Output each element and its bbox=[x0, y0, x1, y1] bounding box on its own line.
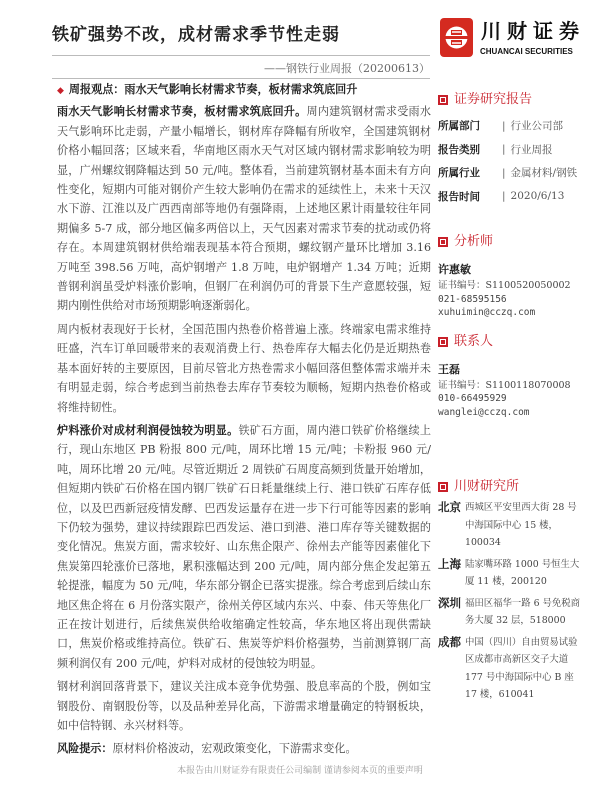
office-city: 上海 bbox=[438, 556, 461, 571]
paragraph-text: 钢材利润回落背景下，建议关注成本竞争优势强、股息率高的个股，例如宝钢股份、南钢股份等，以及品种差异化高，下游需求增量确定的特钢板块，如中信特钢、永兴材料等。 bbox=[57, 680, 431, 732]
paragraph bbox=[57, 677, 431, 735]
office-address: 陆家嘴环路 1000 号恒生大厦 11 楼，200120 bbox=[465, 558, 580, 587]
footer-disclaimer: 本报告由川财证券有限责任公司编制 谨请参阅本页的重要声明 bbox=[177, 765, 423, 776]
paragraph-lead: 雨水天气影响长材需求节奏，板材需求筑底回升。 bbox=[57, 105, 307, 119]
section-header bbox=[438, 92, 598, 108]
info-label: 所属部门 bbox=[438, 120, 480, 133]
separator: | bbox=[502, 166, 506, 179]
paragraph bbox=[57, 421, 431, 673]
contact-phone: 010-66495929 bbox=[438, 393, 507, 404]
separator: | bbox=[502, 143, 506, 156]
logo-text-cn: 川财证券 bbox=[481, 19, 585, 43]
analyst-name: 许惠敏 bbox=[438, 263, 471, 276]
section-icon bbox=[438, 482, 448, 492]
section-title: 分析师 bbox=[454, 234, 494, 249]
office-address: 福田区福华一路 6 号免税商务大厦 32 层，518000 bbox=[465, 597, 581, 626]
paragraph-text: 周内板材表现好于长材，全国范围内热卷价格普遍上涨。终端家电需求维持旺盛，汽车订单回暖带来的表观消费上行、热卷库存大幅去化仍是近期热卷基本面好转的主要原因，目前尽管北方热卷需求小幅回落但整体需求端并未有明显走弱，综合考虑到当前热卷去库存节奏较为顺畅，短期内热卷价格或将维持韧性。 bbox=[57, 322, 431, 414]
contact-email[interactable]: wanglei@cczq.com bbox=[438, 406, 530, 418]
risk-label: 风险提示： bbox=[57, 742, 113, 756]
section-icon bbox=[438, 337, 448, 347]
contact-card bbox=[438, 362, 598, 420]
paragraph bbox=[57, 102, 431, 315]
analyst-card bbox=[438, 262, 598, 320]
office-city: 深圳 bbox=[438, 595, 461, 610]
summary-heading-text: 周报观点：雨水天气影响长材需求节奏，板材需求筑底回升 bbox=[68, 83, 358, 96]
analyst-section bbox=[438, 234, 598, 320]
section-title: 联系人 bbox=[454, 333, 494, 349]
office-shenzhen bbox=[438, 595, 598, 630]
office-city: 北京 bbox=[438, 500, 461, 514]
section-header bbox=[438, 479, 598, 495]
section-title: 证券研究报告 bbox=[454, 92, 533, 107]
info-value: 行业公司部 bbox=[510, 120, 564, 133]
office-beijing bbox=[438, 499, 598, 552]
section-icon bbox=[438, 237, 448, 247]
paragraph-text: 周内建筑钢材需求受雨水天气影响环比走弱，产量小幅增长，钢材库存降幅有所收窄，全国建筑钢材价格小幅回落；区域来看，华南地区雨水天气对区域内钢材需求影响较为明显，广州螺纹钢降幅达到 50 元/吨。整体看，当前建筑钢材基本面未有方向性变化，短期内可能对钢价产生较大影响仍在需求的延续性上，未来十天汉水下游、江淮以及广西西南部等地仍有强降雨，上述地区累计雨量较往年同期偏多 5-7 成，部分地区偏多两倍以上，天气因素对需求节奏的扰动或仍将存在。本周建筑钢材供给端表现基本符合预期，螺纹钢产量环比增加 3.16 万吨至 398.56 万吨，高炉钢增产 1.8 万吨，电炉钢增产 1.34 万吨；近期普钢利润虽受炉料涨价影响，但钢厂在利润仍可的背景下生产意愿较强，短期内刚性供给对市场预期影响逐渐弱化。 bbox=[57, 105, 431, 313]
divider bbox=[52, 78, 430, 79]
info-value: 行业周报 bbox=[510, 143, 553, 156]
divider bbox=[52, 55, 430, 56]
info-row bbox=[438, 114, 598, 138]
report-body bbox=[57, 80, 431, 759]
separator: | bbox=[502, 190, 506, 203]
diamond-bullet-icon: ◆ bbox=[57, 86, 64, 96]
report-subtitle: ——钢铁行业周报（20200613） bbox=[264, 62, 430, 75]
report-info bbox=[438, 92, 598, 208]
section-icon bbox=[438, 95, 448, 105]
office-shanghai bbox=[438, 556, 598, 591]
institute-section bbox=[438, 479, 598, 704]
risk-warning bbox=[57, 739, 431, 758]
section-title: 川财研究所 bbox=[454, 479, 520, 494]
info-row bbox=[438, 185, 598, 209]
section-header bbox=[438, 334, 598, 350]
contact-section bbox=[438, 334, 598, 420]
info-row bbox=[438, 161, 598, 185]
analyst-cert: 证书编号：S1100520050002 bbox=[438, 280, 571, 291]
contact-cert: 证书编号：S1100118070008 bbox=[438, 379, 571, 391]
report-title: 铁矿强势不改，成材需求季节性走弱 bbox=[52, 25, 340, 45]
logo-text-en: CHUANCAI SECURITIES bbox=[480, 47, 573, 56]
contact-name: 王磊 bbox=[438, 362, 460, 376]
paragraph-text: 铁矿石方面，周内港口铁矿价格继续上行，现山东地区 PB 粉报 800 元/吨，周环比增 15 元/吨；卡粉报 960 元/吨，周环比增 20 元/吨。尽管近期近 2 周铁矿石周度高频到货量开始增加，但短期内铁矿石价格在国内钢厂铁矿石日耗量继续上行、港口铁矿石库存低位，以及巴西新冠疫情发酵、巴西发运量存在进一步下行可能等因素的影响下仍较为强势，建议持续跟踪巴西发运、港口到港、港口库存等关键数据的变化情况。焦炭方面，需求较好、山东焦企限产、徐州去产能等因素催化下焦炭第四轮涨价已落地，累积涨幅达到 200 元/吨，周内部分焦企发起第五轮提涨，幅度为 50 元/吨，华东部分钢企已落实提涨。综合考虑到后续山东地区焦企将在 6 月份落实限产，徐州关停区域内东兴、中泰、伟天等焦化厂正在按计划进行，后续焦炭供给收缩确定性较高，华东地区将出现供需缺口，焦炭价格或维持高位。铁矿石、焦炭等炉料价格强势，当前测算钢厂高频利润仅有 200 元/吨，炉料对成材的侵蚀较为明显。 bbox=[57, 423, 431, 670]
section-header bbox=[438, 234, 598, 250]
analyst-phone: 021-68595156 bbox=[438, 293, 507, 305]
paragraph bbox=[57, 320, 431, 417]
risk-text: 原材料价格波动，宏观政策变化，下游需求变化。 bbox=[112, 742, 357, 756]
office-address: 西城区平安里西大街 28 号中海国际中心 15 楼，100034 bbox=[465, 502, 577, 548]
company-logo-icon bbox=[440, 18, 473, 57]
office-chengdu bbox=[438, 634, 598, 704]
sidebar bbox=[438, 92, 598, 704]
info-value: 2020/6/13 bbox=[510, 190, 565, 203]
summary-heading bbox=[57, 80, 431, 101]
office-address: 中国（四川）自由贸易试验区成都市高新区交子大道 177 号中海国际中心 B 座 17 楼，610041 bbox=[465, 636, 578, 700]
info-value: 金属材料/钢铁 bbox=[510, 167, 578, 180]
separator: | bbox=[502, 119, 506, 132]
info-label: 报告类别 bbox=[438, 143, 480, 156]
info-label: 报告时间 bbox=[438, 190, 480, 203]
office-city: 成都 bbox=[438, 634, 461, 649]
info-label: 所属行业 bbox=[438, 167, 480, 180]
analyst-email[interactable]: xuhuimin@cczq.com bbox=[438, 307, 536, 318]
paragraph-lead: 炉料涨价对成材利润侵蚀较为明显。 bbox=[57, 423, 239, 437]
info-row bbox=[438, 138, 598, 162]
